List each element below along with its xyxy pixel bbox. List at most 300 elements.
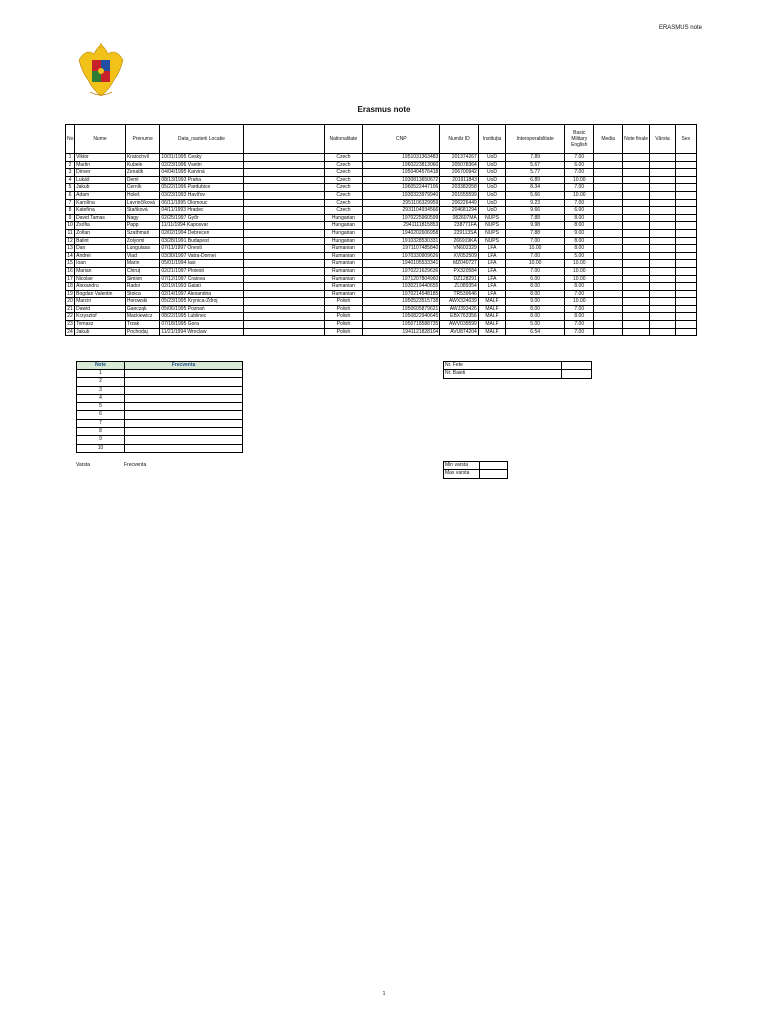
cell-institutia: UoD (478, 184, 505, 192)
cell-note-finale (622, 207, 649, 215)
freq-note-cell: 7 (77, 419, 125, 427)
cell-blank (243, 191, 324, 199)
cell-bme: 5.00 (565, 252, 594, 260)
gender-label-cell: Nr. Fete (444, 362, 562, 370)
cell-nume: Krzysztof (75, 313, 126, 321)
cell-media (594, 283, 622, 291)
cell-prenume: Lavrinčíková (125, 199, 159, 207)
cell-varsta (650, 252, 675, 260)
table-row (66, 199, 697, 207)
cell-interoperabilitate: 7.88 (506, 229, 565, 237)
cell-nume: Alexandru (75, 283, 126, 291)
header-blank (243, 125, 324, 154)
cell-sex (675, 298, 696, 306)
cell-numar-id: 206226449 (440, 199, 479, 207)
cell-varsta (650, 321, 675, 329)
cell-bme: 10.00 (565, 176, 594, 184)
header-nume: Nume (75, 125, 126, 154)
table-row (66, 252, 697, 260)
cell-blank (243, 275, 324, 283)
freq-value-cell (125, 411, 243, 419)
cell-media (594, 305, 622, 313)
cell-data-nasterii: 03/30/1997 Vatra-Dornei (160, 252, 243, 260)
cell-cnp: 2941111815853 (363, 222, 440, 230)
cell-nume: Dawid (75, 305, 126, 313)
cell-media (594, 207, 622, 215)
cell-no: 20 (67, 298, 73, 305)
cell-data-nasterii: 05/22/1996 Pardubice (160, 184, 243, 192)
cell-nume: Andrei (75, 252, 126, 260)
gender-row (444, 362, 592, 370)
cell-numar-id: AWX324039 (440, 298, 479, 306)
gender-row (444, 370, 592, 378)
cell-prenume: Szathmari (125, 229, 159, 237)
cell-prenume: Staňková (125, 207, 159, 215)
cell-note-finale (622, 169, 649, 177)
cell-varsta (650, 154, 675, 162)
cell-blank (243, 222, 324, 230)
cell-blank (243, 313, 324, 321)
table-row (66, 305, 697, 313)
cell-bme: 6.00 (565, 161, 594, 169)
cell-varsta (650, 260, 675, 268)
cell-institutia: LFA (478, 275, 505, 283)
cell-no: 13 (67, 245, 73, 252)
cell-data-nasterii: 11/21/1994 Wroclaw (160, 328, 243, 336)
age-frequency-label: Frecventa (124, 462, 147, 468)
cell-data-nasterii: 10/31/1995 Cesky (160, 154, 243, 162)
cell-bme: 10.00 (565, 275, 594, 283)
cell-sex (675, 207, 696, 215)
cell-cnp: 1910328530331 (363, 237, 440, 245)
cell-data-nasterii: 02/21/1997 Ploiesti (160, 267, 243, 275)
cell-media (594, 252, 622, 260)
header-institutia: Instituția (478, 125, 505, 154)
cell-sex (675, 154, 696, 162)
cell-media (594, 199, 622, 207)
cell-data-nasterii: 03/28/1991 Budapest (160, 237, 243, 245)
table-row (66, 214, 697, 222)
cell-media (594, 328, 622, 336)
header-numar-id: Număr ID (440, 125, 479, 154)
cell-note-finale (622, 214, 649, 222)
cell-nume: Marian (75, 267, 126, 275)
freq-row (77, 370, 243, 378)
cell-numar-id: XV052509 (440, 252, 479, 260)
freq-note-cell: 10 (77, 444, 125, 452)
cell-nationalitate: Rumanian (324, 283, 363, 291)
cell-cnp: 1930813650672 (363, 176, 440, 184)
cell-note-finale (622, 154, 649, 162)
page-title: Erasmus note (357, 105, 411, 114)
cell-blank (243, 154, 324, 162)
cell-prenume: Zolyomi (125, 237, 159, 245)
cell-cnp: 1950718588735 (363, 321, 440, 329)
cell-nationalitate: Czech (324, 176, 363, 184)
cell-cnp: 1960522447106 (363, 184, 440, 192)
cell-cnp: 1950605879621 (363, 305, 440, 313)
cell-varsta (650, 229, 675, 237)
cell-interoperabilitate: 7.00 (506, 252, 565, 260)
cell-sex (675, 161, 696, 169)
cell-nume: Karolína (75, 199, 126, 207)
header-note: Note (77, 362, 125, 370)
cell-sex (675, 305, 696, 313)
cell-interoperabilitate: 10.00 (506, 260, 565, 268)
table-row (66, 267, 697, 275)
cell-note-finale (622, 298, 649, 306)
cell-nationalitate: Hungarian (324, 229, 363, 237)
cell-data-nasterii: 04/11/1993 Hradec (160, 207, 243, 215)
cell-prenume: Lungulasa (125, 245, 159, 253)
cell-note-finale (622, 237, 649, 245)
cell-no: 10 (67, 222, 73, 229)
cell-sex (675, 290, 696, 298)
cell-varsta (650, 298, 675, 306)
cell-bme: 8.00 (565, 245, 594, 253)
cell-media (594, 245, 622, 253)
cell-prenume: Pochodaj (125, 328, 159, 336)
cell-bme: 7.00 (565, 169, 594, 177)
cell-interoperabilitate: 6.54 (506, 328, 565, 336)
cell-blank (243, 305, 324, 313)
cell-nationalitate: Rumanian (324, 245, 363, 253)
cell-no: 22 (67, 313, 73, 320)
cell-prenume: Deml (125, 176, 159, 184)
cell-bme: 10.00 (565, 298, 594, 306)
cell-note-finale (622, 252, 649, 260)
cell-data-nasterii: 04/04/1995 Karviná (160, 169, 243, 177)
cell-blank (243, 229, 324, 237)
cell-numar-id: ZL089354 (440, 283, 479, 291)
header-interoperabilitate: Interoperabilitate (506, 125, 565, 154)
cell-media (594, 191, 622, 199)
cell-nationalitate: Czech (324, 169, 363, 177)
cell-cnp: 1930219440655 (363, 283, 440, 291)
cell-note-finale (622, 260, 649, 268)
cell-sex (675, 176, 696, 184)
cell-nationalitate: Czech (324, 207, 363, 215)
cell-no: 9 (66, 214, 75, 222)
cell-nationalitate: Czech (324, 191, 363, 199)
freq-note-cell: 8 (77, 428, 125, 436)
cell-blank (243, 260, 324, 268)
cell-cnp: 1971107485840 (363, 245, 440, 253)
cell-data-nasterii: 07/11/1997 Onesti (160, 245, 243, 253)
cell-no: 3 (66, 169, 75, 177)
cell-no: 8 (66, 207, 75, 215)
cell-bme: 7.00 (565, 290, 594, 298)
cell-nume: David Tamas (75, 214, 126, 222)
cell-blank (243, 184, 324, 192)
cell-sex (675, 283, 696, 291)
cell-numar-id: 201374267 (440, 154, 479, 162)
cell-varsta (650, 222, 675, 230)
cell-nume: Tomasz (75, 321, 126, 329)
cell-interoperabilitate: 5.66 (506, 191, 565, 199)
cell-nationalitate: Polish (324, 313, 363, 321)
cell-interoperabilitate: 8.00 (506, 313, 565, 321)
cell-data-nasterii: 05/06/1995 Poznań (160, 305, 243, 313)
table-row (66, 207, 697, 215)
cell-interoperabilitate: 6.00 (506, 275, 565, 283)
cell-varsta (650, 237, 675, 245)
table-row (66, 176, 697, 184)
cell-sex (675, 169, 696, 177)
cell-varsta (650, 161, 675, 169)
cell-prenume: Stoica (125, 290, 159, 298)
cell-blank (243, 237, 324, 245)
cell-bme: 7.00 (565, 184, 594, 192)
cell-nume: Dinver (75, 169, 126, 177)
cell-prenume: Kubele (125, 161, 159, 169)
freq-row (77, 436, 243, 444)
cell-numar-id: 266919KA (440, 237, 479, 245)
age-row (444, 470, 508, 478)
cell-no: 4 (66, 176, 75, 184)
freq-row (77, 394, 243, 402)
cell-nationalitate: Hungarian (324, 237, 363, 245)
cell-varsta (650, 267, 675, 275)
cell-data-nasterii: 02/23/1996 Vsetin (160, 161, 243, 169)
table-row (66, 229, 697, 237)
freq-row (77, 444, 243, 452)
cell-bme: 7.00 (565, 199, 594, 207)
cell-interoperabilitate: 9.66 (506, 207, 565, 215)
cell-nationalitate: Czech (324, 184, 363, 192)
cell-no: 17 (67, 275, 73, 282)
cell-numar-id: AVU874204 (440, 328, 479, 336)
cell-varsta (650, 290, 675, 298)
table-row (66, 184, 697, 192)
cell-nationalitate: Polish (324, 298, 363, 306)
table-row (66, 290, 697, 298)
cell-bme: 10.00 (565, 260, 594, 268)
cell-nume: Ioan (75, 260, 126, 268)
cell-data-nasterii: 02/25/1997 Győr (160, 214, 243, 222)
cell-nume: Zoltan (75, 229, 126, 237)
cell-prenume: Gancząk (125, 305, 159, 313)
cell-institutia: MALF (478, 305, 505, 313)
cell-cnp: 1970330909626 (363, 252, 440, 260)
page-number: 1 (382, 991, 386, 997)
table-row (66, 169, 697, 177)
cell-institutia: NUPS (478, 237, 505, 245)
cell-blank (243, 207, 324, 215)
cell-blank (243, 245, 324, 253)
cell-sex (675, 267, 696, 275)
cell-interoperabilitate: 8.00 (506, 290, 565, 298)
cell-interoperabilitate: 5.67 (506, 161, 565, 169)
header-bme: Basic Military English (565, 125, 594, 154)
cell-media (594, 321, 622, 329)
freq-value-cell (125, 444, 243, 452)
cell-no: 18 (67, 283, 73, 290)
header-note-finale: Note finale (622, 125, 649, 154)
cell-sex (675, 191, 696, 199)
age-value-cell (480, 462, 508, 470)
cell-bme: 7.00 (565, 154, 594, 162)
header-frecventa: Frecventa (125, 362, 243, 370)
cell-nationalitate: Hungarian (324, 222, 363, 230)
freq-note-cell: 3 (77, 386, 125, 394)
cell-numar-id: 238771FA (440, 222, 479, 230)
freq-value-cell (125, 419, 243, 427)
cell-institutia: UoD (478, 199, 505, 207)
freq-note-cell: 5 (77, 403, 125, 411)
cell-no: 6 (66, 191, 75, 199)
table-row (66, 161, 697, 169)
gender-label-cell: Nr. Baieti (444, 370, 562, 378)
cell-cnp: 1940105533341 (363, 260, 440, 268)
freq-row (77, 419, 243, 427)
cell-cnp: 2931104934566 (363, 207, 440, 215)
cell-note-finale (622, 245, 649, 253)
freq-row (77, 411, 243, 419)
cell-data-nasterii: 02/02/1994 Debrecen (160, 229, 243, 237)
cell-nationalitate: Rumanian (324, 260, 363, 268)
document-header-label: ERASMUS note (658, 25, 702, 31)
table-row (66, 222, 697, 230)
cell-bme: 6.00 (565, 207, 594, 215)
cell-cnp: 1970221629636 (363, 267, 440, 275)
cell-no: 12 (67, 237, 73, 244)
freq-row (77, 386, 243, 394)
cell-nume: Adam (75, 191, 126, 199)
cell-no: 16 (67, 267, 73, 274)
cell-institutia: UoD (478, 154, 505, 162)
cell-varsta (650, 199, 675, 207)
cell-media (594, 161, 622, 169)
cell-nationalitate: Czech (324, 161, 363, 169)
freq-value-cell (125, 378, 243, 386)
header-cnp: CNP (363, 125, 440, 154)
cell-nume: Kateřina (75, 207, 126, 215)
cell-sex (675, 199, 696, 207)
cell-media (594, 184, 622, 192)
freq-value-cell (125, 386, 243, 394)
cell-numar-id: 082607MA (440, 214, 479, 222)
cell-numar-id: 203382058 (440, 184, 479, 192)
cell-blank (243, 161, 324, 169)
age-value-cell (480, 470, 508, 478)
header-media: Media (594, 125, 622, 154)
cell-institutia: NUPS (478, 229, 505, 237)
cell-blank (243, 267, 324, 275)
cell-data-nasterii: 07/18/1995 Gora (160, 321, 243, 329)
cell-institutia: UoD (478, 176, 505, 184)
cell-data-nasterii: 11/11/1994 Kaposvar (160, 222, 243, 230)
cell-numar-id: AWV039599 (440, 321, 479, 329)
cell-no: 11 (67, 229, 73, 236)
freq-row (77, 378, 243, 386)
cell-media (594, 214, 622, 222)
cell-data-nasterii: 02/19/1993 Galati (160, 283, 243, 291)
cell-note-finale (622, 290, 649, 298)
cell-bme: 8.00 (565, 313, 594, 321)
cell-cnp: 1941121828104 (363, 328, 440, 336)
cell-institutia: MALF (478, 321, 505, 329)
cell-nationalitate: Rumanian (324, 267, 363, 275)
freq-note-cell: 4 (77, 394, 125, 402)
header-prenume: Prenume (125, 125, 159, 154)
cell-no: 21 (67, 305, 73, 312)
cell-bme: 8.00 (565, 283, 594, 291)
cell-sex (675, 321, 696, 329)
cell-data-nasterii: 08/13/1993 Praha (160, 176, 243, 184)
cell-bme: 8.00 (565, 237, 594, 245)
cell-blank (243, 169, 324, 177)
cell-numar-id: AWJ393426 (440, 305, 479, 313)
cell-note-finale (622, 275, 649, 283)
cell-interoperabilitate: 10.00 (506, 245, 565, 253)
gender-value-cell (562, 370, 592, 378)
cell-cnp: 1970225960599 (363, 214, 440, 222)
cell-sex (675, 260, 696, 268)
table-row (66, 275, 697, 283)
cell-bme: 9.00 (565, 229, 594, 237)
cell-numar-id: MZ040727 (440, 260, 479, 268)
cell-sex (675, 184, 696, 192)
cell-interoperabilitate: 8.00 (506, 305, 565, 313)
cell-cnp: 1940202606958 (363, 229, 440, 237)
age-label-cell: Min varsta (444, 462, 480, 470)
age-row (444, 462, 508, 470)
cell-nationalitate: Rumanian (324, 275, 363, 283)
cell-interoperabilitate: 5.77 (506, 169, 565, 177)
cell-nationalitate: Polish (324, 328, 363, 336)
cell-blank (243, 214, 324, 222)
cell-varsta (650, 184, 675, 192)
cell-prenume: Simion (125, 275, 159, 283)
cell-nationalitate: Hungarian (324, 214, 363, 222)
cell-media (594, 154, 622, 162)
cell-note-finale (622, 184, 649, 192)
cell-prenume: Kratochvil (125, 154, 159, 162)
cell-numar-id: TR539646 (440, 290, 479, 298)
freq-value-cell (125, 394, 243, 402)
cell-interoperabilitate: 7.88 (506, 214, 565, 222)
cell-prenume: Nagy (125, 214, 159, 222)
cell-nume: Viktor (75, 154, 126, 162)
cell-numar-id: DZ128291 (440, 275, 479, 283)
cell-note-finale (622, 267, 649, 275)
cell-bme: 10.00 (565, 267, 594, 275)
cell-institutia: LFA (478, 245, 505, 253)
cell-bme: 10.00 (565, 191, 594, 199)
cell-interoperabilitate: 5.00 (506, 321, 565, 329)
cell-cnp: 1971207804960 (363, 275, 440, 283)
cell-varsta (650, 313, 675, 321)
cell-cnp: 1950404576418 (363, 169, 440, 177)
cell-data-nasterii: 06/11/1995 Olomouc (160, 199, 243, 207)
age-label: Varsta (76, 462, 91, 468)
cell-no: 5 (66, 184, 75, 192)
cell-varsta (650, 169, 675, 177)
freq-value-cell (125, 370, 243, 378)
cell-blank (243, 290, 324, 298)
cell-prenume: Mackiewicz (125, 313, 159, 321)
freq-note-cell: 2 (77, 378, 125, 386)
cell-institutia: LFA (478, 267, 505, 275)
header-sex: Sex (675, 125, 696, 154)
cell-bme: 8.00 (565, 222, 594, 230)
cell-blank (243, 321, 324, 329)
cell-institutia: UoD (478, 161, 505, 169)
cell-nationalitate: Rumanian (324, 252, 363, 260)
cell-nume: Jakub (75, 328, 126, 336)
cell-varsta (650, 191, 675, 199)
